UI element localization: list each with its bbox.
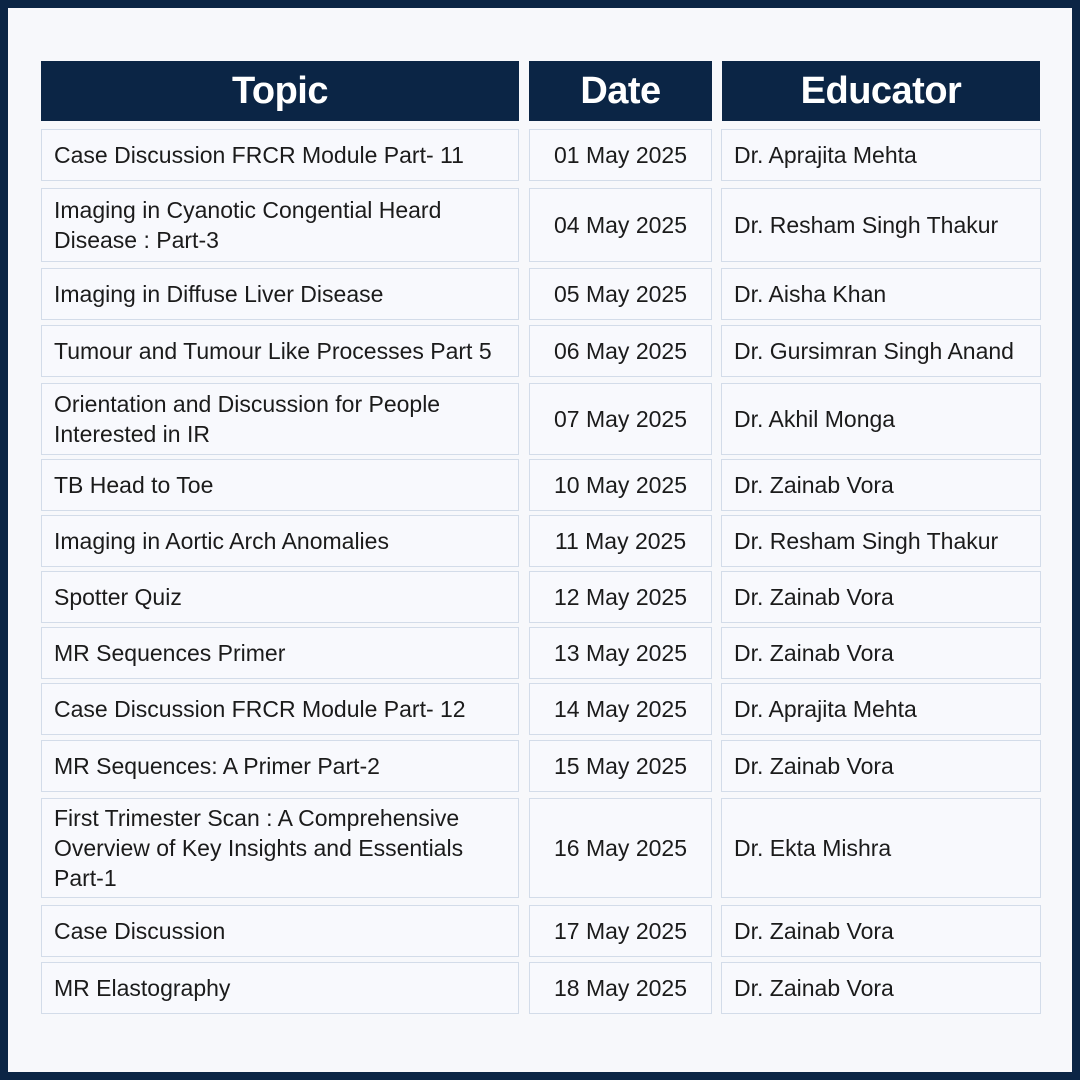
row-date: 12 May 2025: [529, 571, 712, 623]
row-date: 17 May 2025: [529, 905, 712, 957]
row-date: 13 May 2025: [529, 627, 712, 679]
row-educator: Dr. Gursimran Singh Anand: [721, 325, 1041, 377]
row-date: 15 May 2025: [529, 740, 712, 792]
row-topic: Case Discussion FRCR Module Part- 12: [41, 683, 519, 735]
row-topic: Imaging in Diffuse Liver Disease: [41, 268, 519, 320]
row-date: 14 May 2025: [529, 683, 712, 735]
row-date: 07 May 2025: [529, 383, 712, 455]
row-topic: MR Sequences Primer: [41, 627, 519, 679]
row-topic: Imaging in Aortic Arch Anomalies: [41, 515, 519, 567]
row-topic: Tumour and Tumour Like Processes Part 5: [41, 325, 519, 377]
row-educator: Dr. Zainab Vora: [721, 740, 1041, 792]
row-topic: Spotter Quiz: [41, 571, 519, 623]
header-date: Date: [529, 61, 712, 121]
row-educator: Dr. Resham Singh Thakur: [721, 515, 1041, 567]
row-date: 16 May 2025: [529, 798, 712, 898]
header-educator: Educator: [722, 61, 1040, 121]
row-topic: Case Discussion FRCR Module Part- 11: [41, 129, 519, 181]
row-date: 11 May 2025: [529, 515, 712, 567]
row-educator: Dr. Zainab Vora: [721, 459, 1041, 511]
row-educator: Dr. Zainab Vora: [721, 962, 1041, 1014]
row-topic: Imaging in Cyanotic Congential Heard Disease : Part-3: [41, 188, 519, 262]
row-educator: Dr. Ekta Mishra: [721, 798, 1041, 898]
row-date: 04 May 2025: [529, 188, 712, 262]
row-date: 01 May 2025: [529, 129, 712, 181]
row-date: 18 May 2025: [529, 962, 712, 1014]
row-topic: First Trimester Scan : A Comprehensive Overview of Key Insights and Essentials Part-1: [41, 798, 519, 898]
row-topic: MR Elastography: [41, 962, 519, 1014]
row-educator: Dr. Zainab Vora: [721, 905, 1041, 957]
header-topic: Topic: [41, 61, 519, 121]
row-topic: Orientation and Discussion for People Interested in IR: [41, 383, 519, 455]
row-topic: TB Head to Toe: [41, 459, 519, 511]
row-date: 05 May 2025: [529, 268, 712, 320]
row-date: 06 May 2025: [529, 325, 712, 377]
row-topic: MR Sequences: A Primer Part-2: [41, 740, 519, 792]
row-educator: Dr. Aprajita Mehta: [721, 129, 1041, 181]
row-educator: Dr. Zainab Vora: [721, 627, 1041, 679]
row-educator: Dr. Aprajita Mehta: [721, 683, 1041, 735]
row-educator: Dr. Aisha Khan: [721, 268, 1041, 320]
row-topic: Case Discussion: [41, 905, 519, 957]
row-educator: Dr. Akhil Monga: [721, 383, 1041, 455]
row-educator: Dr. Zainab Vora: [721, 571, 1041, 623]
row-educator: Dr. Resham Singh Thakur: [721, 188, 1041, 262]
row-date: 10 May 2025: [529, 459, 712, 511]
